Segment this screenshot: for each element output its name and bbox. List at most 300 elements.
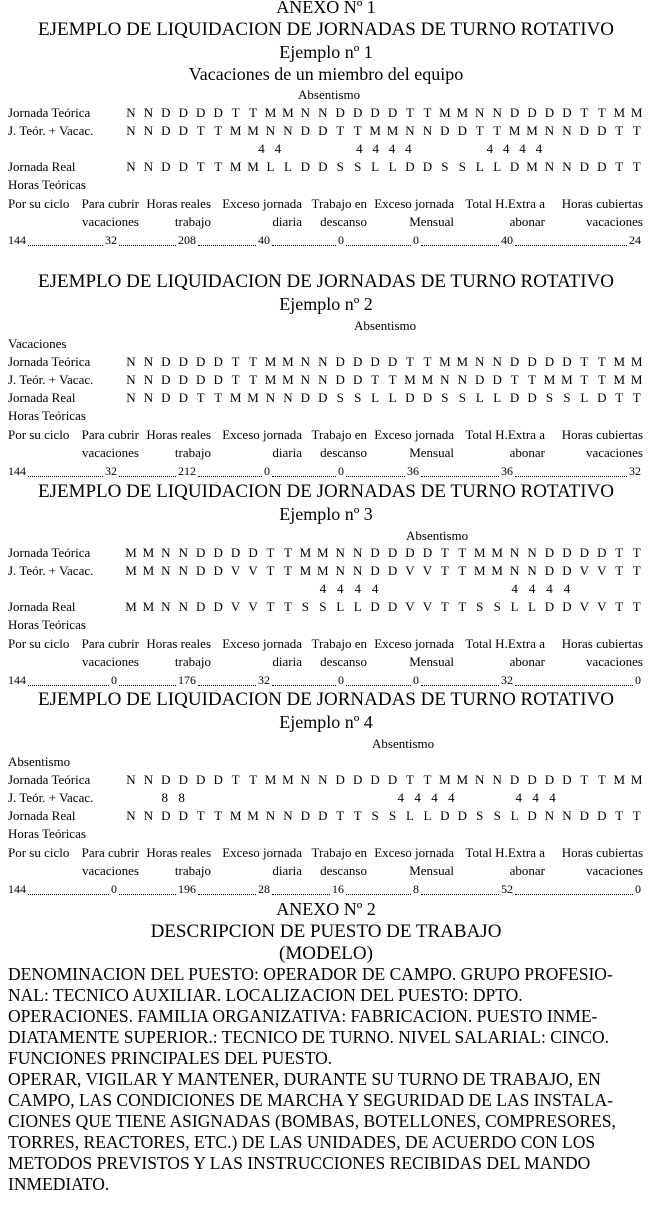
shift-letter: D — [544, 545, 555, 560]
shift-letter: D — [527, 808, 537, 823]
shift-letter: N — [544, 123, 555, 138]
shift-letter: S — [336, 159, 344, 174]
shift-letter: D — [579, 545, 590, 560]
value-cell: 0 — [635, 673, 641, 687]
shift-letter: N — [161, 563, 171, 578]
shift-letter: T — [493, 123, 502, 138]
shift-letter: N — [492, 105, 502, 120]
shift-letter: D — [562, 545, 572, 560]
shift-letter: D — [387, 105, 398, 120]
four-mark: 4 — [354, 581, 361, 596]
jornada-teorica-label: Jornada Teórica — [8, 354, 91, 369]
shift-letter: M — [264, 354, 277, 369]
shift-letter: D — [196, 772, 206, 787]
column-header: Mensual — [409, 863, 454, 878]
description-line: METODOS PREVISTOS Y LAS INSTRUCCIONES RECIBIDAS DEL MANDO — [8, 1153, 591, 1173]
shift-letter: D — [248, 545, 258, 560]
shift-letter: N — [300, 772, 311, 787]
shift-letter: N — [509, 545, 520, 560]
shift-letter: V — [248, 563, 258, 578]
shift-letter: M — [142, 563, 155, 578]
column-header: vacaciones — [585, 863, 643, 878]
value-cell: 0 — [338, 233, 344, 247]
dotted-leader — [272, 684, 336, 686]
shift-letter: M — [630, 354, 643, 369]
shift-letter: M — [456, 354, 469, 369]
jteor-vacac-label: J. Teór. + Vacac. — [8, 123, 94, 138]
shift-letter: L — [580, 390, 589, 405]
shift-letter: T — [580, 372, 589, 387]
shift-letter: T — [231, 105, 240, 120]
shift-letter: D — [544, 105, 555, 120]
shift-letter: T — [423, 772, 432, 787]
column-header: Trabajo en — [311, 427, 367, 442]
value-cell: 208 — [178, 233, 196, 247]
shift-letter: D — [196, 354, 206, 369]
shift-letter: D — [457, 123, 467, 138]
shift-letter: T — [632, 545, 641, 560]
example3-heading: EJEMPLO DE LIQUIDACION DE JORNADAS DE TURNO ROTATIVO — [37, 481, 615, 502]
shift-letter: L — [266, 159, 275, 174]
column-header: Total H.Extra a — [465, 636, 545, 651]
shift-letter: V — [230, 563, 241, 578]
four-mark: 4 — [448, 790, 455, 805]
annex2-model: (MODELO) — [279, 943, 373, 964]
shift-letter: S — [354, 159, 362, 174]
shift-letter: M — [317, 563, 329, 578]
shift-letter: N — [562, 123, 572, 138]
shift-letter: N — [126, 105, 136, 120]
shift-letter: D — [509, 159, 520, 174]
vacaciones-label: Vacaciones — [8, 336, 67, 351]
column-header: Total H.Extra a — [465, 196, 545, 211]
shift-letter: M — [229, 390, 242, 405]
shift-letter: N — [126, 372, 136, 387]
dotted-leader — [28, 244, 103, 246]
shift-letter: S — [458, 390, 466, 405]
shift-letter: D — [597, 545, 607, 560]
shift-letter: D — [405, 390, 415, 405]
jornada-real-seq — [124, 600, 644, 613]
dotted-leader — [272, 244, 336, 246]
shift-letter: T — [423, 354, 432, 369]
four-mark: 4 — [519, 141, 526, 156]
shift-letter: M — [526, 123, 538, 138]
column-header: Para cubrir — [81, 427, 139, 442]
shift-letter: T — [406, 105, 414, 120]
shift-letter: N — [352, 563, 363, 578]
shift-letter: S — [563, 390, 571, 405]
four-mark: 4 — [532, 790, 539, 805]
four-mark: 4 — [337, 581, 344, 596]
shift-letter: L — [336, 599, 345, 614]
shift-letter: M — [630, 772, 643, 787]
shift-letter: L — [493, 159, 502, 174]
shift-letter: M — [264, 105, 277, 120]
shift-letter: S — [441, 159, 449, 174]
shift-letter: N — [161, 599, 171, 614]
shift-letter: T — [249, 772, 258, 787]
shift-letter: S — [441, 390, 449, 405]
shift-letter: D — [196, 599, 206, 614]
four-mark: 4 — [397, 790, 404, 805]
four-mark: 4 — [546, 581, 553, 596]
fours-row — [124, 142, 644, 155]
shift-letter: D — [405, 545, 415, 560]
shift-letter: D — [178, 772, 188, 787]
dotted-leader — [272, 475, 336, 477]
column-header: Por su ciclo — [8, 196, 70, 211]
description-line: CIONES QUE TIENE ASIGNADAS (BOMBAS, BOTELLONES, COMPRESORES, — [8, 1111, 616, 1131]
value-cell: 212 — [178, 464, 196, 478]
shift-letter: T — [353, 808, 362, 823]
column-header: descanso — [320, 214, 367, 229]
shift-letter: M — [264, 772, 277, 787]
shift-letter: D — [178, 808, 188, 823]
shift-letter: D — [178, 105, 188, 120]
shift-letter: M — [125, 563, 137, 578]
shift-letter: M — [282, 372, 294, 387]
dotted-leader — [515, 244, 627, 246]
dotted-leader — [515, 475, 627, 477]
column-header: Horas cubiertas — [561, 196, 643, 211]
shift-letter: M — [630, 372, 643, 387]
shift-letter: T — [632, 159, 641, 174]
shift-letter: D — [318, 390, 328, 405]
shift-letter: T — [214, 159, 223, 174]
shift-letter: T — [336, 123, 345, 138]
shift-letter: T — [615, 390, 624, 405]
shift-letter: M — [299, 545, 312, 560]
shift-letter: V — [248, 599, 258, 614]
dotted-leader — [28, 475, 103, 477]
shift-letter: D — [370, 354, 380, 369]
shift-letter: N — [422, 123, 433, 138]
value-cell: 32 — [105, 464, 117, 478]
shift-letter: T — [632, 563, 641, 578]
shift-letter: D — [178, 390, 188, 405]
column-header: vacaciones — [585, 654, 643, 669]
shift-letter: T — [632, 390, 641, 405]
shift-letter: D — [387, 772, 398, 787]
shift-letter: T — [458, 545, 467, 560]
dotted-leader — [515, 893, 633, 895]
shift-letter: N — [544, 808, 555, 823]
shift-letter: D — [509, 105, 520, 120]
shift-letter: N — [283, 123, 293, 138]
shift-letter: N — [492, 354, 502, 369]
description-line: NAL: TECNICO AUXILIAR. LOCALIZACION DEL PUESTO: DPTO. — [8, 985, 523, 1005]
shift-letter: T — [231, 372, 240, 387]
column-header: vacaciones — [585, 445, 643, 460]
shift-letter: V — [579, 599, 590, 614]
shift-letter: D — [161, 372, 171, 387]
shift-letter: D — [457, 808, 467, 823]
shift-letter: M — [282, 105, 294, 120]
shift-letter: D — [544, 563, 555, 578]
absentismo-label: Absentismo — [372, 736, 435, 751]
shift-letter: N — [405, 123, 415, 138]
value-cell: 16 — [332, 882, 344, 896]
shift-letter: N — [265, 808, 276, 823]
shift-letter: S — [301, 599, 309, 614]
shift-letter: D — [562, 772, 572, 787]
shift-letter: N — [178, 545, 188, 560]
column-header: abonar — [509, 863, 545, 878]
shift-letter: N — [143, 354, 154, 369]
column-header: abonar — [509, 445, 545, 460]
jornada-real-label: Jornada Real — [8, 808, 76, 823]
shift-letter: D — [370, 545, 380, 560]
shift-letter: N — [143, 123, 154, 138]
shift-letter: N — [143, 772, 154, 787]
shift-letter: L — [423, 808, 432, 823]
absentismo-label: Absentismo — [406, 528, 469, 543]
shift-letter: N — [509, 563, 520, 578]
shift-letter: N — [161, 545, 171, 560]
jteor-vacac-label: J. Teór. + Vacac. — [8, 790, 94, 805]
shift-letter: D — [387, 563, 398, 578]
four-mark: 4 — [405, 141, 412, 156]
shift-letter: L — [371, 390, 380, 405]
shift-letter: M — [247, 159, 259, 174]
four-mark: 4 — [431, 790, 438, 805]
dotted-leader — [198, 893, 256, 895]
column-header: Trabajo en — [311, 196, 367, 211]
annex1-title: ANEXO Nº 1 — [276, 0, 376, 17]
shift-letter: T — [615, 545, 624, 560]
dotted-leader — [198, 684, 256, 686]
jornada-teorica-seq — [124, 106, 644, 119]
shift-letter: T — [440, 563, 449, 578]
shift-letter: D — [422, 159, 433, 174]
jornada-real-label: Jornada Real — [8, 390, 76, 405]
description-line: INMEDIATO. — [8, 1174, 110, 1194]
shift-letter: M — [229, 159, 242, 174]
shift-letter: N — [126, 772, 136, 787]
column-header: Exceso jornada — [222, 427, 302, 442]
shift-letter: N — [143, 105, 154, 120]
column-header: vacaciones — [81, 214, 139, 229]
column-header: vacaciones — [585, 214, 643, 229]
shift-letter: N — [492, 772, 502, 787]
dotted-leader — [421, 684, 499, 686]
shift-letter: T — [458, 563, 467, 578]
shift-letter: D — [213, 105, 223, 120]
column-header: vacaciones — [81, 445, 139, 460]
shift-letter: T — [632, 123, 641, 138]
four-mark: 4 — [372, 141, 379, 156]
jteor-vacac-label: J. Teór. + Vacac. — [8, 563, 94, 578]
absentismo-label: Absentismo — [354, 318, 417, 333]
fours-row — [124, 582, 644, 595]
shift-letter: S — [371, 808, 379, 823]
column-header: diaria — [272, 654, 302, 669]
shift-letter: T — [336, 808, 345, 823]
example3-title: Ejemplo nº 3 — [279, 504, 373, 524]
shift-letter: T — [458, 599, 467, 614]
dotted-leader — [346, 893, 411, 895]
shift-letter: N — [440, 372, 450, 387]
dotted-leader — [421, 475, 499, 477]
column-header: Para cubrir — [81, 196, 139, 211]
shift-letter: D — [422, 545, 433, 560]
shift-letter: M — [317, 545, 329, 560]
shift-letter: S — [545, 390, 554, 405]
column-header: Horas cubiertas — [561, 845, 643, 860]
shift-letter: T — [580, 354, 589, 369]
shift-letter: N — [457, 372, 467, 387]
description-line: FUNCIONES PRINCIPALES DEL PUESTO. — [8, 1048, 333, 1068]
absentismo-row-label: Absentismo — [8, 754, 71, 769]
shift-letter: D — [440, 123, 450, 138]
shift-letter: D — [213, 772, 223, 787]
jornada-teorica-label: Jornada Teórica — [8, 105, 91, 120]
shift-letter: M — [125, 545, 137, 560]
shift-letter: M — [282, 772, 294, 787]
shift-letter: D — [579, 808, 590, 823]
shift-letter: M — [543, 372, 556, 387]
shift-letter: T — [423, 105, 432, 120]
shift-letter: D — [509, 772, 520, 787]
shift-letter: D — [597, 390, 607, 405]
shift-letter: T — [283, 545, 292, 560]
shift-letter: T — [214, 808, 223, 823]
description-line: TORRES, REACTORES, ETC.) DE LAS UNIDADES, DE ACUERDO CON LOS — [8, 1132, 596, 1152]
jornada-teorica-seq — [124, 546, 644, 559]
shift-letter: N — [178, 599, 188, 614]
shift-letter: D — [509, 390, 520, 405]
shift-letter: D — [440, 808, 450, 823]
shift-letter: T — [249, 105, 258, 120]
shift-letter: T — [615, 563, 624, 578]
shift-letter: L — [475, 159, 484, 174]
shift-letter: D — [161, 390, 171, 405]
dotted-leader — [346, 244, 411, 246]
shift-letter: T — [597, 354, 606, 369]
shift-letter: N — [527, 563, 537, 578]
value-cell: 144 — [8, 233, 26, 247]
value-cell: 0 — [111, 882, 117, 896]
shift-letter: S — [493, 808, 501, 823]
horas-teoricas-label: Horas Teóricas — [8, 177, 86, 192]
shift-letter: D — [527, 354, 537, 369]
four-mark: 4 — [528, 581, 536, 596]
shift-letter: N — [126, 354, 136, 369]
column-header: Por su ciclo — [8, 845, 70, 860]
value-cell: 0 — [264, 464, 270, 478]
shift-letter: T — [196, 390, 205, 405]
description-line: DIATAMENTE SUPERIOR.: TECNICO DE TURNO. NIVEL SALARIAL: CINCO. — [8, 1027, 610, 1047]
shift-letter: T — [283, 599, 292, 614]
shift-letter: D — [213, 545, 223, 560]
shift-letter: L — [528, 599, 537, 614]
column-header: Exceso jornada — [222, 196, 302, 211]
column-header: descanso — [320, 654, 367, 669]
column-header: Horas reales — [146, 427, 211, 442]
example1-title: Ejemplo nº 1 — [279, 42, 373, 62]
shift-letter: N — [283, 390, 293, 405]
shift-letter: D — [230, 545, 241, 560]
shift-letter: D — [527, 772, 537, 787]
shift-letter: D — [527, 105, 537, 120]
shift-letter: M — [299, 563, 312, 578]
shift-letter: T — [406, 354, 414, 369]
four-mark: 4 — [274, 141, 282, 156]
dotted-leader — [119, 684, 176, 686]
value-cell: 40 — [258, 233, 270, 247]
column-header: Exceso jornada — [222, 845, 302, 860]
column-header: vacaciones — [81, 654, 139, 669]
four-mark: 4 — [258, 141, 265, 156]
dotted-leader — [346, 684, 411, 686]
column-header: abonar — [509, 214, 545, 229]
shift-letter: N — [126, 123, 136, 138]
shift-letter: D — [300, 390, 311, 405]
shift-letter: N — [318, 354, 328, 369]
dotted-leader — [421, 893, 499, 895]
eights-fours-row — [124, 791, 644, 804]
dotted-leader — [272, 893, 330, 895]
shift-letter: D — [562, 354, 572, 369]
shift-letter: D — [352, 354, 363, 369]
example4-heading: EJEMPLO DE LIQUIDACION DE JORNADAS DE TURNO ROTATIVO — [37, 689, 615, 710]
shift-letter: V — [597, 599, 607, 614]
job-description — [8, 964, 644, 1195]
shift-letter: M — [439, 354, 451, 369]
shift-letter: T — [371, 372, 380, 387]
shift-letter: D — [352, 772, 363, 787]
column-header: trabajo — [174, 654, 211, 669]
column-header: Mensual — [409, 214, 454, 229]
shift-letter: T — [580, 772, 589, 787]
column-header: vacaciones — [81, 863, 139, 878]
four-mark: 4 — [388, 141, 396, 156]
shift-letter: M — [613, 372, 626, 387]
example1-subtitle: Vacaciones de un miembro del equipo — [188, 64, 464, 84]
dotted-leader — [421, 244, 499, 246]
shift-letter: T — [231, 772, 240, 787]
shift-letter: D — [562, 105, 572, 120]
shift-letter: S — [493, 599, 501, 614]
shift-letter: T — [249, 372, 258, 387]
shift-letter: N — [352, 545, 363, 560]
value-cell: 40 — [501, 233, 513, 247]
shift-letter: D — [335, 105, 345, 120]
value-cell: 144 — [8, 464, 26, 478]
example2-heading: EJEMPLO DE LIQUIDACION DE JORNADAS DE TURNO ROTATIVO — [37, 271, 615, 292]
value-cell: 0 — [338, 464, 344, 478]
shift-letter: D — [352, 105, 363, 120]
shift-letter: L — [388, 390, 397, 405]
values-row — [8, 465, 642, 479]
shift-letter: M — [491, 563, 503, 578]
shift-letter: D — [597, 808, 607, 823]
shift-letter: D — [475, 372, 485, 387]
shift-letter: D — [562, 563, 572, 578]
shift-letter: T — [231, 354, 240, 369]
description-line: OPERAR, VIGILAR Y MANTENER, DURANTE SU TURNO DE TRABAJO, EN — [8, 1069, 601, 1089]
value-cell: 8 — [413, 882, 419, 896]
shift-letter: N — [283, 808, 293, 823]
column-header: trabajo — [174, 445, 211, 460]
shift-letter: M — [247, 390, 259, 405]
column-header: abonar — [509, 654, 545, 669]
column-header: Total H.Extra a — [465, 427, 545, 442]
column-header: descanso — [320, 863, 367, 878]
shift-letter: N — [126, 159, 136, 174]
shift-letter: N — [143, 159, 154, 174]
